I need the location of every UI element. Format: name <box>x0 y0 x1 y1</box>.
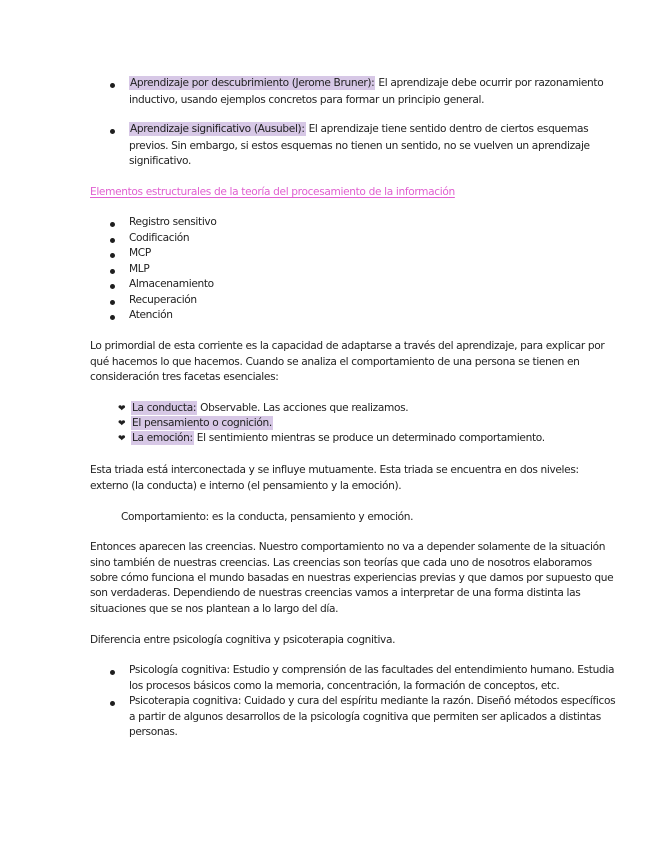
facet-pensamiento: El pensamiento o cognición. <box>132 417 272 429</box>
list-item: Registro sensitivo <box>129 216 217 228</box>
paragraph-line: Esta triada está interconectada y se influye mutuamente. Esta triada se encuentra en dos niveles: <box>90 464 579 476</box>
difference-psicoterapia: Psicoterapia cognitiva: Cuidado y cura del espíritu mediante la razón. Diseñó métodos específicos <box>129 695 616 707</box>
heart-icon: ❤ <box>118 419 126 429</box>
facet-conducta: La conducta: Observable. Las acciones que realizamos. <box>132 402 409 414</box>
paragraph-line: son verdaderas. Dependiendo de nuestras creencias vamos a interpretar de una forma distinta las <box>90 587 581 599</box>
theory-bruner-line: Aprendizaje por descubrimiento (Jerome Bruner): El aprendizaje debe ocurrir por razonamiento <box>130 77 604 89</box>
heart-icon: ❤ <box>118 404 126 414</box>
theory-bruner-term: Aprendizaje por descubrimiento (Jerome Bruner): <box>130 77 375 89</box>
difference-psicoterapia: personas. <box>129 726 178 738</box>
theory-ausubel-line: Aprendizaje significativo (Ausubel): El aprendizaje tiene sentido dentro de ciertos esquemas <box>130 123 589 135</box>
list-item: MLP <box>129 263 150 275</box>
bullet-icon <box>110 670 115 675</box>
theory-ausubel-term: Aprendizaje significativo (Ausubel): <box>130 123 305 135</box>
section-heading-link[interactable]: Elementos estructurales de la teoría del procesamiento de la información <box>90 186 455 198</box>
paragraph-line: qué hacemos lo que hacemos. Cuando se analiza el comportamiento de una persona se tienen en <box>90 356 580 368</box>
list-item: Recuperación <box>129 294 197 306</box>
bullet-icon <box>110 269 115 274</box>
heart-icon: ❤ <box>118 434 126 444</box>
bullet-icon <box>110 701 115 706</box>
bullet-icon <box>110 253 115 258</box>
paragraph-line: Lo primordial de esta corriente es la capacidad de adaptarse a través del aprendizaje, para explicar por <box>90 340 605 352</box>
bullet-icon <box>110 300 115 305</box>
list-item: Almacenamiento <box>129 278 214 290</box>
list-item: Atención <box>129 309 173 321</box>
facet-emocion: La emoción: El sentimiento mientras se produce un determinado comportamiento. <box>132 432 545 444</box>
paragraph-line: Entonces aparecen las creencias. Nuestro comportamiento no va a depender solamente de la situación <box>90 541 606 553</box>
bullet-icon <box>110 315 115 320</box>
theory-ausubel-desc: previos. Sin embargo, si estos esquemas no tienen un sentido, no se vuelven un aprendizaje <box>129 140 590 152</box>
paragraph-line: externo (la conducta) e interno (el pensamiento y la emoción). <box>90 480 402 492</box>
theory-bruner-desc: inductivo, usando ejemplos concretos para formar un principio general. <box>129 94 485 106</box>
bullet-icon <box>110 222 115 227</box>
difference-psicoterapia: a partir de algunos desarrollos de la psicología cognitiva que permiten ser aplicados a distintas <box>129 711 601 723</box>
difference-psicologia: Psicología cognitiva: Estudio y comprensión de las facultades del entendimiento humano. Estudia <box>129 664 615 676</box>
list-item: Codificación <box>129 232 190 244</box>
paragraph-line: sobre cómo funciona el mundo basadas en nuestras experiencias previas y que damos por supuesto que <box>90 572 614 584</box>
paragraph-line: consideración tres facetas esenciales: <box>90 371 279 383</box>
paragraph-line: sino también de nuestras creencias. Las creencias son teorías que cada uno de nosotros elaboramos <box>90 557 592 569</box>
behavior-definition: Comportamiento: es la conducta, pensamiento y emoción. <box>121 511 414 523</box>
bullet-icon <box>110 83 115 88</box>
paragraph-line: situaciones que se nos plantean a lo largo del día. <box>90 603 339 615</box>
bullet-icon <box>110 284 115 289</box>
difference-heading: Diferencia entre psicología cognitiva y psicoterapia cognitiva. <box>90 634 396 646</box>
theory-ausubel-desc: significativo. <box>129 155 191 167</box>
bullet-icon <box>110 238 115 243</box>
list-item: MCP <box>129 247 151 259</box>
difference-psicologia: los procesos básicos como la memoria, concentración, la formación de conceptos, etc. <box>129 680 560 692</box>
bullet-icon <box>110 129 115 134</box>
